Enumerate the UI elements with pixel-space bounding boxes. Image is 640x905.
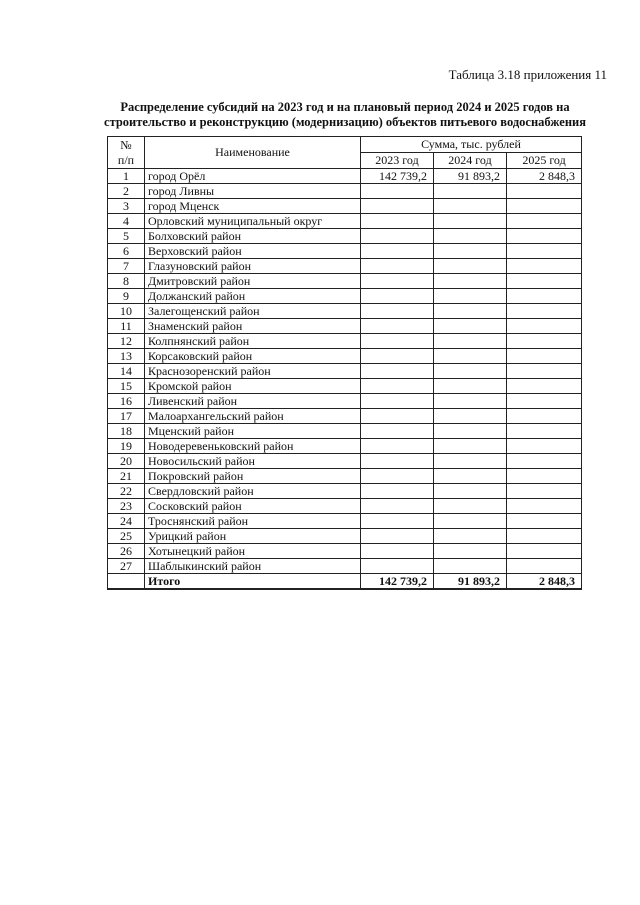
row-2024 xyxy=(434,199,507,214)
row-number: 13 xyxy=(108,349,145,364)
table-row xyxy=(108,379,582,394)
row-number: 8 xyxy=(108,274,145,289)
row-number: 12 xyxy=(108,334,145,349)
row-2023 xyxy=(361,424,434,439)
row-2025 xyxy=(507,544,582,559)
row-2023 xyxy=(361,289,434,304)
total-row xyxy=(108,574,582,590)
row-2024: 91 893,2 xyxy=(434,169,507,184)
row-2023 xyxy=(361,334,434,349)
row-2025 xyxy=(507,409,582,424)
table-row xyxy=(108,259,582,274)
row-2024 xyxy=(434,274,507,289)
row-name: Колпнянский район xyxy=(145,334,361,349)
table-row xyxy=(108,184,582,199)
total-2023: 142 739,2 xyxy=(361,574,434,590)
row-2023 xyxy=(361,184,434,199)
row-name: Сосковский район xyxy=(145,499,361,514)
row-name: Троснянский район xyxy=(145,514,361,529)
table-body xyxy=(108,169,582,590)
row-name: Шаблыкинский район xyxy=(145,559,361,574)
row-2024 xyxy=(434,499,507,514)
total-number xyxy=(108,574,145,590)
row-2024 xyxy=(434,349,507,364)
row-name: Корсаковский район xyxy=(145,349,361,364)
table-row xyxy=(108,499,582,514)
row-2023 xyxy=(361,379,434,394)
row-2024 xyxy=(434,469,507,484)
row-2025 xyxy=(507,469,582,484)
row-name: Краснозоренский район xyxy=(145,364,361,379)
row-name: Мценский район xyxy=(145,424,361,439)
row-2024 xyxy=(434,229,507,244)
table-row xyxy=(108,364,582,379)
table-row xyxy=(108,394,582,409)
table-row xyxy=(108,214,582,229)
row-2024 xyxy=(434,334,507,349)
row-name: город Ливны xyxy=(145,184,361,199)
table-row xyxy=(108,169,582,184)
header-2025: 2025 год xyxy=(507,153,582,169)
row-2025 xyxy=(507,394,582,409)
row-2024 xyxy=(434,484,507,499)
row-name: Малоархангельский район xyxy=(145,409,361,424)
row-2023 xyxy=(361,409,434,424)
row-2023 xyxy=(361,439,434,454)
table-row xyxy=(108,304,582,319)
row-2024 xyxy=(434,364,507,379)
header-number-sign: № xyxy=(120,137,132,152)
row-2023 xyxy=(361,484,434,499)
row-2025 xyxy=(507,454,582,469)
row-2024 xyxy=(434,244,507,259)
row-2025 xyxy=(507,334,582,349)
document-title-line-2: строительство и реконструкцию (модернизацию) объектов питьевого водоснабжения xyxy=(104,115,586,129)
row-2024 xyxy=(434,409,507,424)
row-number: 10 xyxy=(108,304,145,319)
row-2025 xyxy=(507,379,582,394)
row-2025 xyxy=(507,514,582,529)
row-2023 xyxy=(361,514,434,529)
table-row xyxy=(108,349,582,364)
row-2024 xyxy=(434,379,507,394)
row-number: 17 xyxy=(108,409,145,424)
row-2023 xyxy=(361,469,434,484)
row-number: 3 xyxy=(108,199,145,214)
row-number: 4 xyxy=(108,214,145,229)
row-2025 xyxy=(507,424,582,439)
row-number: 6 xyxy=(108,244,145,259)
row-2023 xyxy=(361,529,434,544)
row-number: 23 xyxy=(108,499,145,514)
table-row xyxy=(108,409,582,424)
row-2024 xyxy=(434,439,507,454)
row-2023 xyxy=(361,304,434,319)
total-label: Итого xyxy=(145,574,361,590)
row-2023 xyxy=(361,349,434,364)
row-2023 xyxy=(361,364,434,379)
row-number: 24 xyxy=(108,514,145,529)
document-title xyxy=(100,100,590,130)
row-name: Орловский муниципальный округ xyxy=(145,214,361,229)
row-name: Новосильский район xyxy=(145,454,361,469)
row-2025 xyxy=(507,184,582,199)
row-2023 xyxy=(361,394,434,409)
row-2023 xyxy=(361,559,434,574)
row-2025 xyxy=(507,244,582,259)
row-name: Покровский район xyxy=(145,469,361,484)
subsidy-table xyxy=(107,136,582,590)
row-number: 9 xyxy=(108,289,145,304)
row-2025 xyxy=(507,529,582,544)
row-2023 xyxy=(361,544,434,559)
header-name: Наименование xyxy=(145,137,361,169)
row-name: Знаменский район xyxy=(145,319,361,334)
row-2024 xyxy=(434,424,507,439)
row-2023 xyxy=(361,319,434,334)
row-2024 xyxy=(434,514,507,529)
row-2025 xyxy=(507,214,582,229)
row-number: 20 xyxy=(108,454,145,469)
table-row xyxy=(108,229,582,244)
row-2023: 142 739,2 xyxy=(361,169,434,184)
row-number: 19 xyxy=(108,439,145,454)
row-name: Ливенский район xyxy=(145,394,361,409)
row-2023 xyxy=(361,274,434,289)
header-number-sub: п/п xyxy=(117,152,135,167)
row-2024 xyxy=(434,214,507,229)
document-title-line-1: Распределение субсидий на 2023 год и на плановый период 2024 и 2025 годов на xyxy=(120,100,570,114)
row-number: 16 xyxy=(108,394,145,409)
total-2025: 2 848,3 xyxy=(507,574,582,590)
table-row xyxy=(108,544,582,559)
row-2024 xyxy=(434,304,507,319)
row-name: Дмитровский район xyxy=(145,274,361,289)
row-2025 xyxy=(507,484,582,499)
table-row xyxy=(108,244,582,259)
row-name: Кромской район xyxy=(145,379,361,394)
row-2025 xyxy=(507,364,582,379)
row-name: город Мценск xyxy=(145,199,361,214)
table-row xyxy=(108,424,582,439)
row-2023 xyxy=(361,199,434,214)
row-name: Глазуновский район xyxy=(145,259,361,274)
row-2025 xyxy=(507,499,582,514)
row-number: 15 xyxy=(108,379,145,394)
table-row xyxy=(108,319,582,334)
row-2024 xyxy=(434,259,507,274)
row-2024 xyxy=(434,319,507,334)
row-number: 7 xyxy=(108,259,145,274)
row-number: 25 xyxy=(108,529,145,544)
row-name: Должанский район xyxy=(145,289,361,304)
row-number: 5 xyxy=(108,229,145,244)
row-2024 xyxy=(434,559,507,574)
row-2025 xyxy=(507,319,582,334)
row-2024 xyxy=(434,454,507,469)
row-2025 xyxy=(507,559,582,574)
row-number: 11 xyxy=(108,319,145,334)
header-sum: Сумма, тыс. рублей xyxy=(361,137,582,153)
row-2024 xyxy=(434,544,507,559)
row-number: 14 xyxy=(108,364,145,379)
row-2025 xyxy=(507,199,582,214)
row-name: Свердловский район xyxy=(145,484,361,499)
row-2025 xyxy=(507,289,582,304)
header-number xyxy=(108,137,145,169)
row-number: 26 xyxy=(108,544,145,559)
row-2025 xyxy=(507,259,582,274)
table-row xyxy=(108,469,582,484)
table-row xyxy=(108,559,582,574)
row-name: Урицкий район xyxy=(145,529,361,544)
table-row xyxy=(108,274,582,289)
row-2025 xyxy=(507,439,582,454)
table-reference: Таблица 3.18 приложения 11 xyxy=(448,67,607,82)
row-name: Болховский район xyxy=(145,229,361,244)
row-number: 2 xyxy=(108,184,145,199)
table-row xyxy=(108,289,582,304)
header-2023: 2023 год xyxy=(361,153,434,169)
table-row xyxy=(108,454,582,469)
row-2024 xyxy=(434,529,507,544)
row-2023 xyxy=(361,229,434,244)
row-number: 27 xyxy=(108,559,145,574)
row-2023 xyxy=(361,259,434,274)
row-name: Залегощенский район xyxy=(145,304,361,319)
table-row xyxy=(108,514,582,529)
table-row xyxy=(108,439,582,454)
row-2025: 2 848,3 xyxy=(507,169,582,184)
row-number: 22 xyxy=(108,484,145,499)
row-2025 xyxy=(507,274,582,289)
row-name: Верховский район xyxy=(145,244,361,259)
row-2025 xyxy=(507,229,582,244)
row-name: Новодеревеньковский район xyxy=(145,439,361,454)
row-2024 xyxy=(434,394,507,409)
table-row xyxy=(108,529,582,544)
row-2024 xyxy=(434,184,507,199)
row-name: Хотынецкий район xyxy=(145,544,361,559)
total-2024: 91 893,2 xyxy=(434,574,507,590)
row-2024 xyxy=(434,289,507,304)
row-2025 xyxy=(507,304,582,319)
row-number: 21 xyxy=(108,469,145,484)
row-2023 xyxy=(361,214,434,229)
row-number: 18 xyxy=(108,424,145,439)
row-2023 xyxy=(361,244,434,259)
table-row xyxy=(108,334,582,349)
row-2023 xyxy=(361,499,434,514)
row-number: 1 xyxy=(108,169,145,184)
row-2023 xyxy=(361,454,434,469)
header-2024: 2024 год xyxy=(434,153,507,169)
row-name: город Орёл xyxy=(145,169,361,184)
table-row xyxy=(108,484,582,499)
row-2025 xyxy=(507,349,582,364)
table-row xyxy=(108,199,582,214)
